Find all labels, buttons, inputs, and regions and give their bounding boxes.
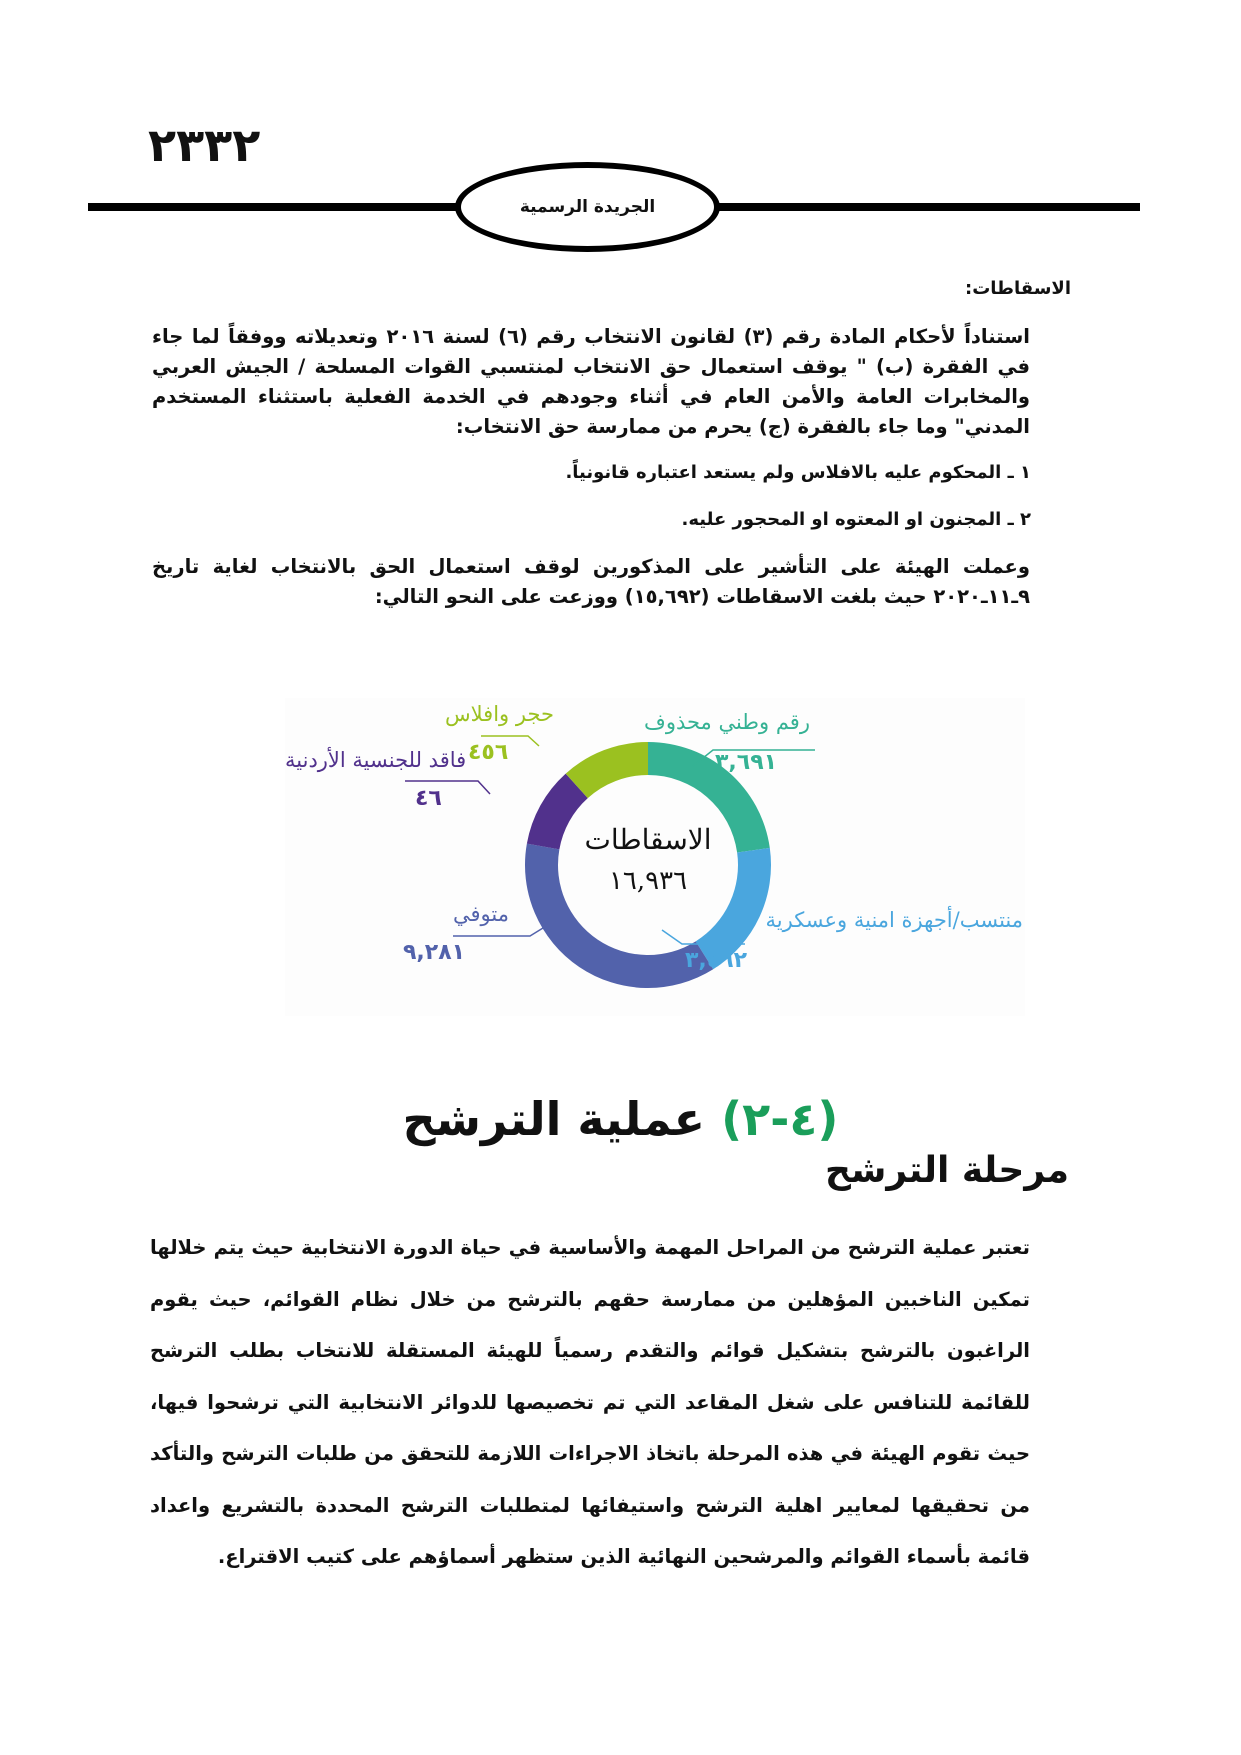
chart-label-deleted-id: رقم وطني محذوف [644,710,810,734]
body-paragraph: تعتبر عملية الترشح من المراحل المهمة والأساسية في حياة الدورة الانتخابية حيث يتم خلالها تمكين الناخبين المؤهلين من ممارسة حقهم بالترشح من خلال نظام القوائم، حيث يقوم الراغبون بالترشح بتشكيل قوائم والتقدم رسمياً للهيئة المستقلة للانتخاب بطلب الترشح للقائمة للتنافس على شغل المقاعد التي تم تخصيصها للدوائر الانتخابية التي ترشحوا فيها، حيث تقوم الهيئة في هذه المرحلة باتخاذ الاجراءات اللازمة للتحقق من طلبات الترشح والتأكد من تحقيقها لمعايير اهلية الترشح واستيفائها لمتطلبات الترشح المحددة بالتشريع واعداد قائمة بأسماء القوائم والمرشحين النهائية الذين ستظهر أسماؤهم على كتيب الاقتراع. [150,1236,1030,1568]
donut-center-total: ١٦,٩٣٦ [608,866,688,896]
subsection-title: مرحلة الترشح [825,1150,1069,1191]
section-heading [0,1092,1241,1146]
donut-chart [285,698,1025,1016]
donut-center-title: الاسقاطات [584,823,712,856]
leader-line-deceased [453,928,543,936]
donut-chart-graphic [285,698,1025,1016]
page-number: ٢٣٣٢ [148,118,261,172]
header-oval [455,162,720,252]
paragraph-legal-basis: استناداً لأحكام المادة رقم (٣) لقانون الانتخاب رقم (٦) لسنة ٢٠١٦ وتعديلاته ووفقاً لما جاء في الفقرة (ب) " يوقف استعمال حق الانتخاب لمنتسبي القوات المسلحة / الجيش العربي والمخابرات العامة والأمن العام في أثناء وجودهم في الخدمة الفعلية باستثناء المستخدم المدني" وما جاء بالفقرة (ج) يحرم من ممارسة حق الانتخاب: [152,325,1030,438]
section-number: (٤-٢) [721,1092,839,1146]
list-item: ١ ـ المحكوم عليه بالافلاس ولم يستعد اعتباره قانونياً. [565,462,1031,483]
chart-value-deceased: ٩,٢٨١ [403,940,466,965]
chart-label-lost-nationality: فاقد للجنسية الأردنية [285,748,467,772]
chart-value-bankruptcy: ٤٥٦ [468,740,509,765]
header-rule-right [718,203,1140,211]
paragraph-summary: وعملت الهيئة على التأشير على المذكورين لوقف استعمال الحق بالانتخاب لغاية تاريخ ٩ـ١١ـ٢٠٢٠ حيث بلغت الاسقاطات (١٥,٦٩٢) ووزعت على النحو التالي: [152,555,1030,608]
gazette-title: الجريدة الرسمية [519,197,656,217]
chart-value-security: ٣,٤٦٢ [685,948,748,973]
header-rule-left [88,203,458,211]
chart-value-lost-nationality: ٤٦ [415,786,442,811]
chart-label-deceased: متوفي [453,902,509,926]
chart-label-security: منتسب/أجهزة امنية وعسكرية [765,908,1023,932]
section-title: عملية الترشح [402,1092,706,1146]
list-item: ٢ ـ المجنون او المعتوه او المحجور عليه. [681,509,1031,530]
chart-label-bankruptcy: حجر وافلاس [445,702,554,726]
chart-value-deleted-id: ٣,٦٩١ [715,750,778,775]
section-label: الاسقاطات: [965,278,1071,299]
